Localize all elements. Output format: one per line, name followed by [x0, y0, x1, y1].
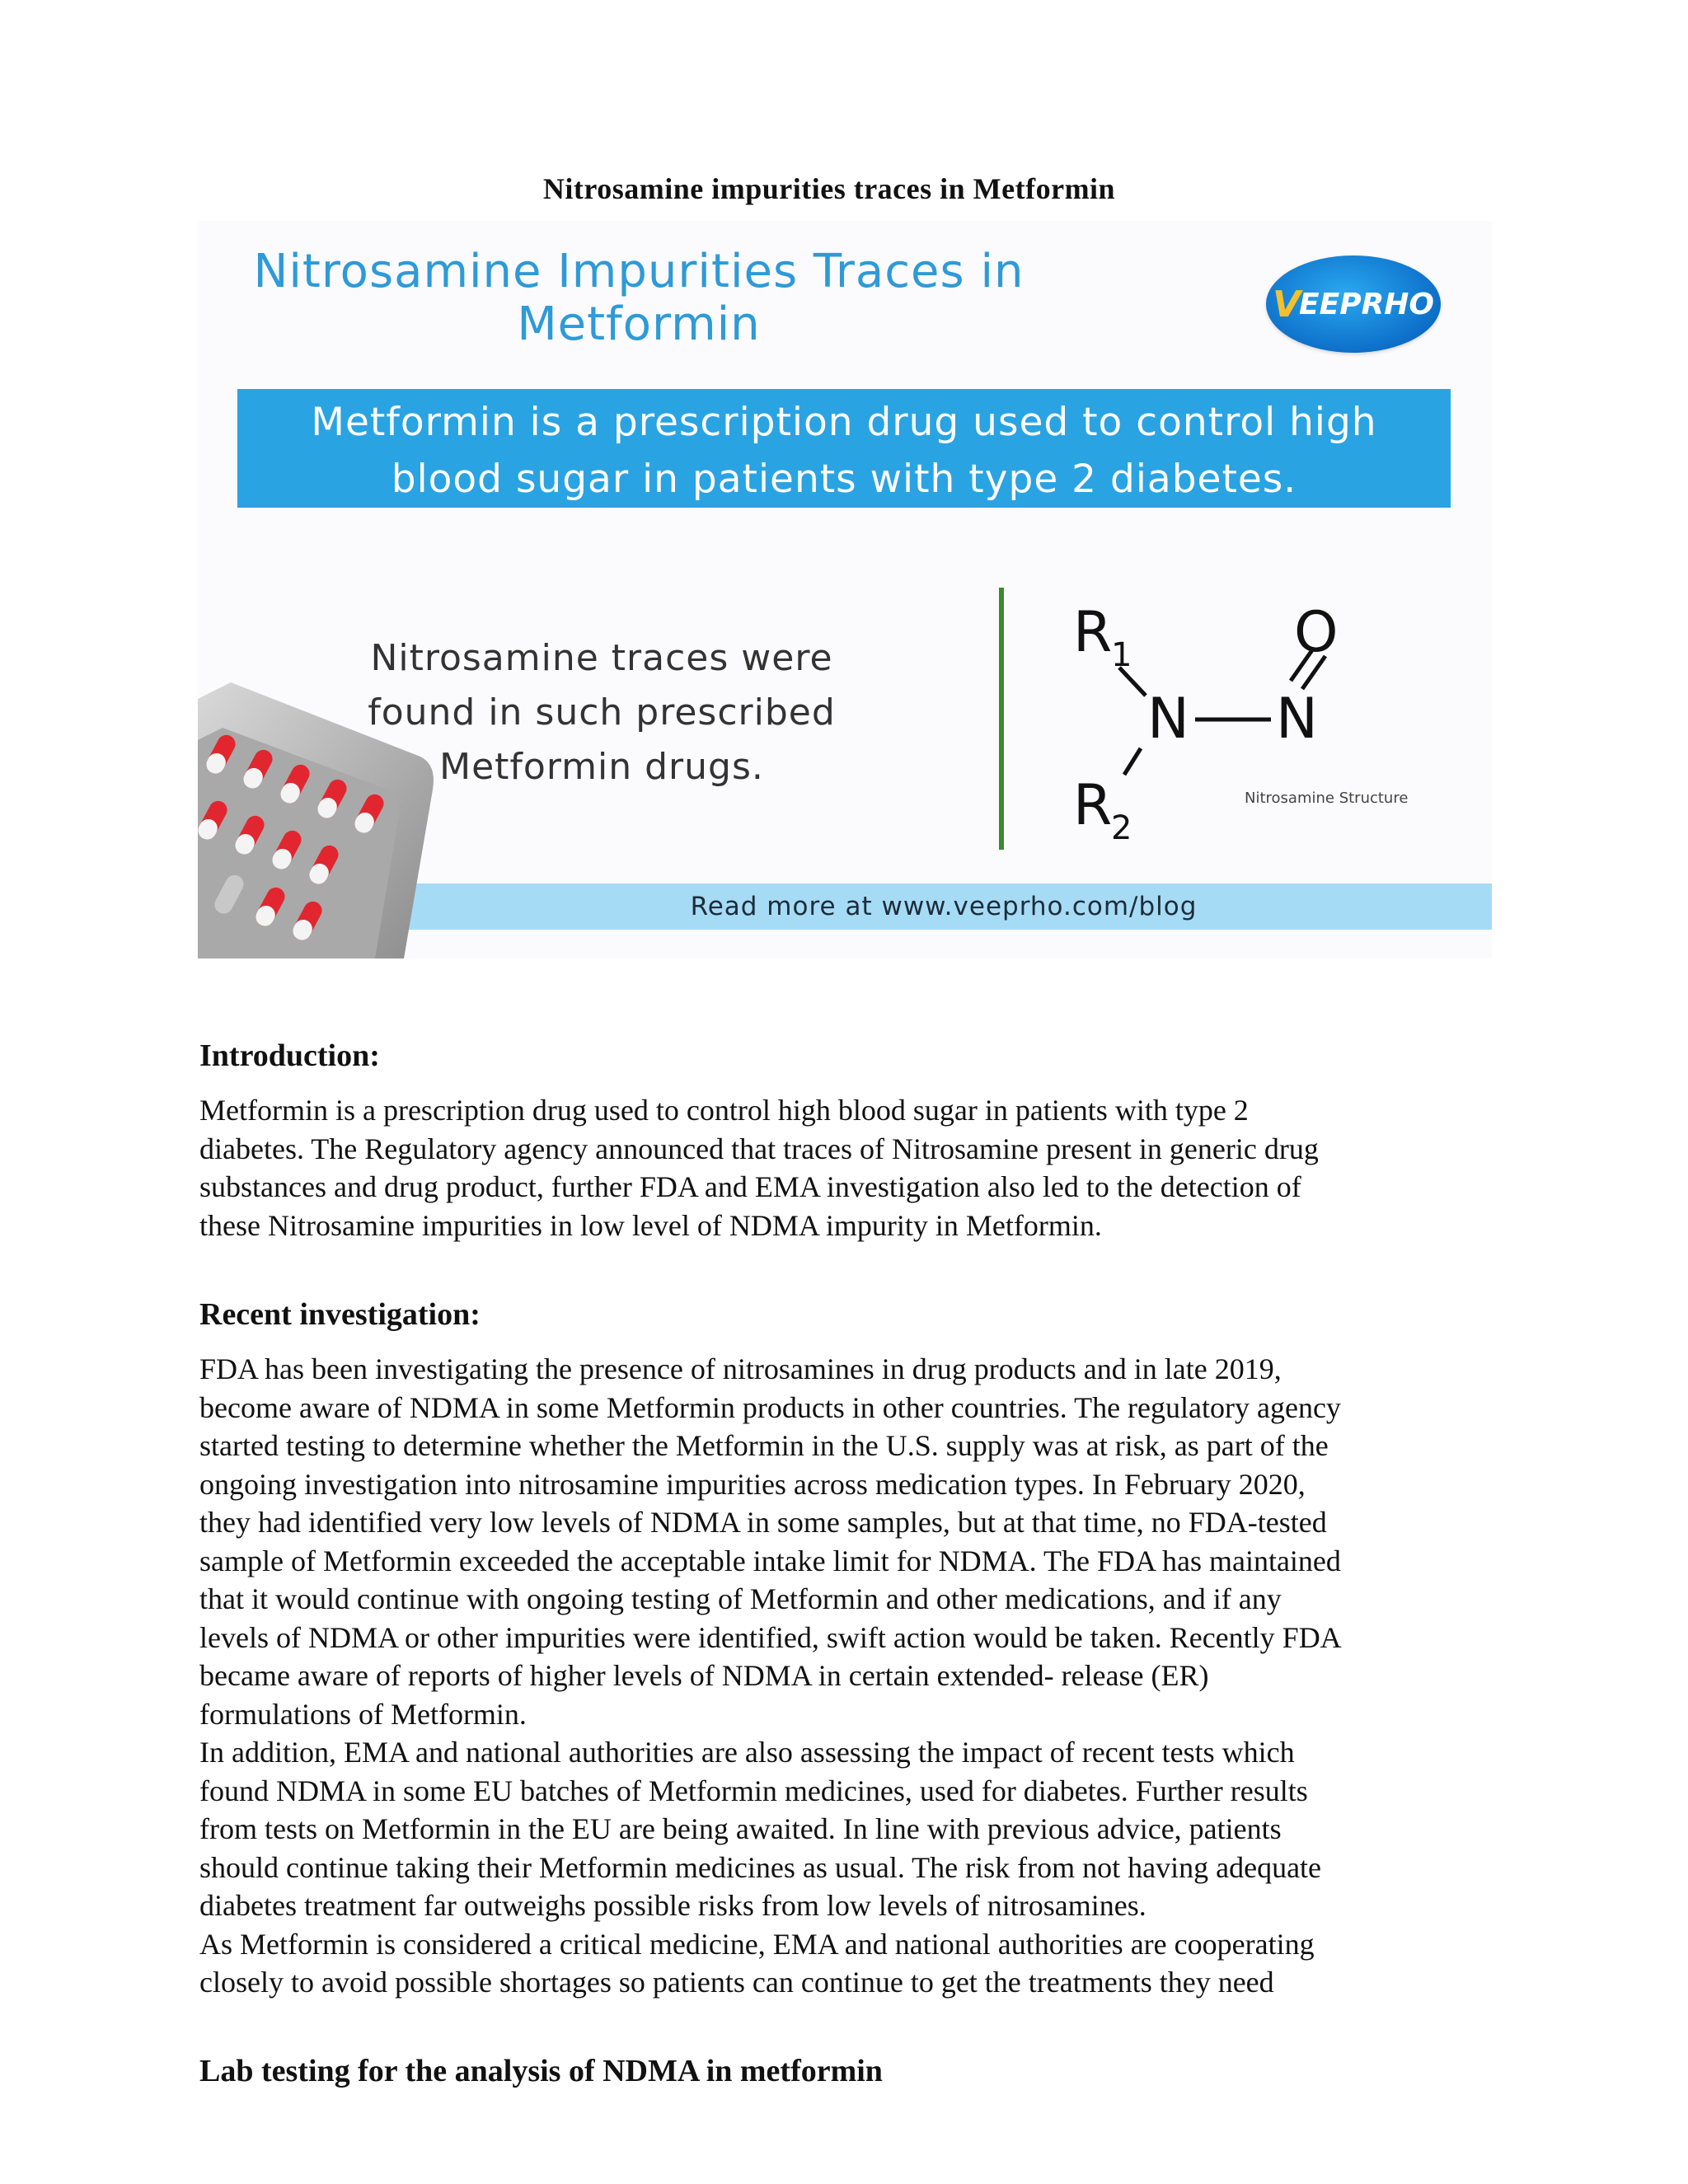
banner-heading: [198, 246, 1080, 351]
text-line: closely to avoid possible shortages so patients can continue to get the treatments they need: [199, 1966, 1274, 1999]
oxygen-label: O: [1294, 600, 1339, 665]
text-line: FDA has been investigating the presence of nitrosamines in drug products and in late 2019,: [199, 1352, 1282, 1385]
text-line: became aware of reports of higher levels of NDMA in certain extended- release (ER): [199, 1659, 1209, 1692]
introduction-section: [199, 1037, 1485, 1244]
recent-investigation-paragraph: [199, 1350, 1485, 2002]
text-line: these Nitrosamine impurities in low level of NDMA impurity in Metformin.: [199, 1208, 1102, 1242]
r2-label: R: [1073, 773, 1113, 838]
text-line: As Metformin is considered a critical medicine, EMA and national authorities are cooperating: [199, 1927, 1315, 1961]
document-title: Nitrosamine impurities traces in Metformin: [542, 172, 1116, 205]
text-line: In addition, EMA and national authorities are also assessing the impact of recent tests which: [199, 1736, 1295, 1769]
introduction-heading: Introduction:: [199, 1038, 380, 1073]
found-line: Nitrosamine traces were: [370, 637, 833, 679]
lab-testing-heading: Lab testing for the analysis of NDMA in metformin: [199, 2054, 883, 2088]
bond-r2-n: [1124, 748, 1141, 775]
recent-investigation-section: [199, 1296, 1485, 2002]
lab-testing-section: [199, 2052, 1485, 2090]
article-banner-image: [198, 221, 1492, 958]
logo-text: EEPRHO: [1299, 287, 1435, 321]
text-line: ongoing investigation into nitrosamine impurities across medication types. In February 2020,: [199, 1467, 1306, 1501]
text-line: substances and drug product, further FDA and EMA investigation also led to the detection of: [199, 1170, 1301, 1203]
n-left-label: N: [1147, 687, 1189, 752]
bond-r1-n: [1119, 668, 1146, 696]
r1-label: R: [1073, 600, 1113, 665]
capsule-blister-pack-illustration: [198, 682, 445, 958]
r1-subscript: 1: [1111, 636, 1132, 674]
strip-line: blood sugar in patients with type 2 diabetes.: [391, 457, 1297, 502]
text-line: started testing to determine whether the Metformin in the U.S. supply was at risk, as part of the: [199, 1429, 1329, 1462]
introduction-paragraph: [199, 1091, 1485, 1244]
recent-investigation-heading: Recent investigation:: [199, 1297, 481, 1332]
logo-initial: V: [1272, 283, 1301, 326]
text-line: formulations of Metformin.: [199, 1697, 527, 1731]
r2-subscript: 2: [1111, 809, 1132, 847]
banner-heading-line: Nitrosamine Impurities Traces in: [253, 245, 1025, 298]
text-line: diabetes. The Regulatory agency announced that traces of Nitrosamine present in generic drug: [199, 1132, 1319, 1165]
found-line: Metformin drugs.: [439, 746, 764, 788]
text-line: they had identified very low levels of NDMA in some samples, but at that time, no FDA-tested: [199, 1506, 1327, 1539]
text-line: become aware of NDMA in some Metformin products in other countries. The regulatory agency: [199, 1390, 1341, 1424]
text-line: diabetes treatment far outweighs possible risks from low levels of nitrosamines.: [199, 1889, 1146, 1922]
strip-line: Metformin is a prescription drug used to control high: [311, 400, 1377, 445]
text-line: from tests on Metformin in the EU are being awaited. In line with previous advice, patients: [199, 1812, 1282, 1845]
text-line: levels of NDMA or other impurities were identified, swift action would be taken. Recently FDA: [199, 1620, 1342, 1654]
veeprho-logo: [1266, 255, 1441, 353]
read-more-bar: Read more at www.veeprho.com/blog: [396, 883, 1492, 930]
n-right-label: N: [1276, 687, 1318, 752]
text-line: sample of Metformin exceeded the acceptable intake limit for NDMA. The FDA has maintained: [199, 1544, 1341, 1577]
banner-divider: [999, 588, 1004, 850]
text-line: found NDMA in some EU batches of Metformin medicines, used for diabetes. Further results: [199, 1774, 1308, 1807]
text-line: that it would continue with ongoing testing of Metformin and other medications, and if any: [199, 1582, 1282, 1615]
banner-heading-line: Metformin: [517, 298, 761, 351]
banner-description-strip: [237, 389, 1451, 508]
structure-caption: Nitrosamine Structure: [1245, 790, 1409, 807]
text-line: Metformin is a prescription drug used to control high blood sugar in patients with type 2: [199, 1094, 1249, 1127]
found-line: found in such prescribed: [368, 691, 836, 733]
text-line: should continue taking their Metformin medicines as usual. The risk from not having adequate: [199, 1850, 1322, 1884]
